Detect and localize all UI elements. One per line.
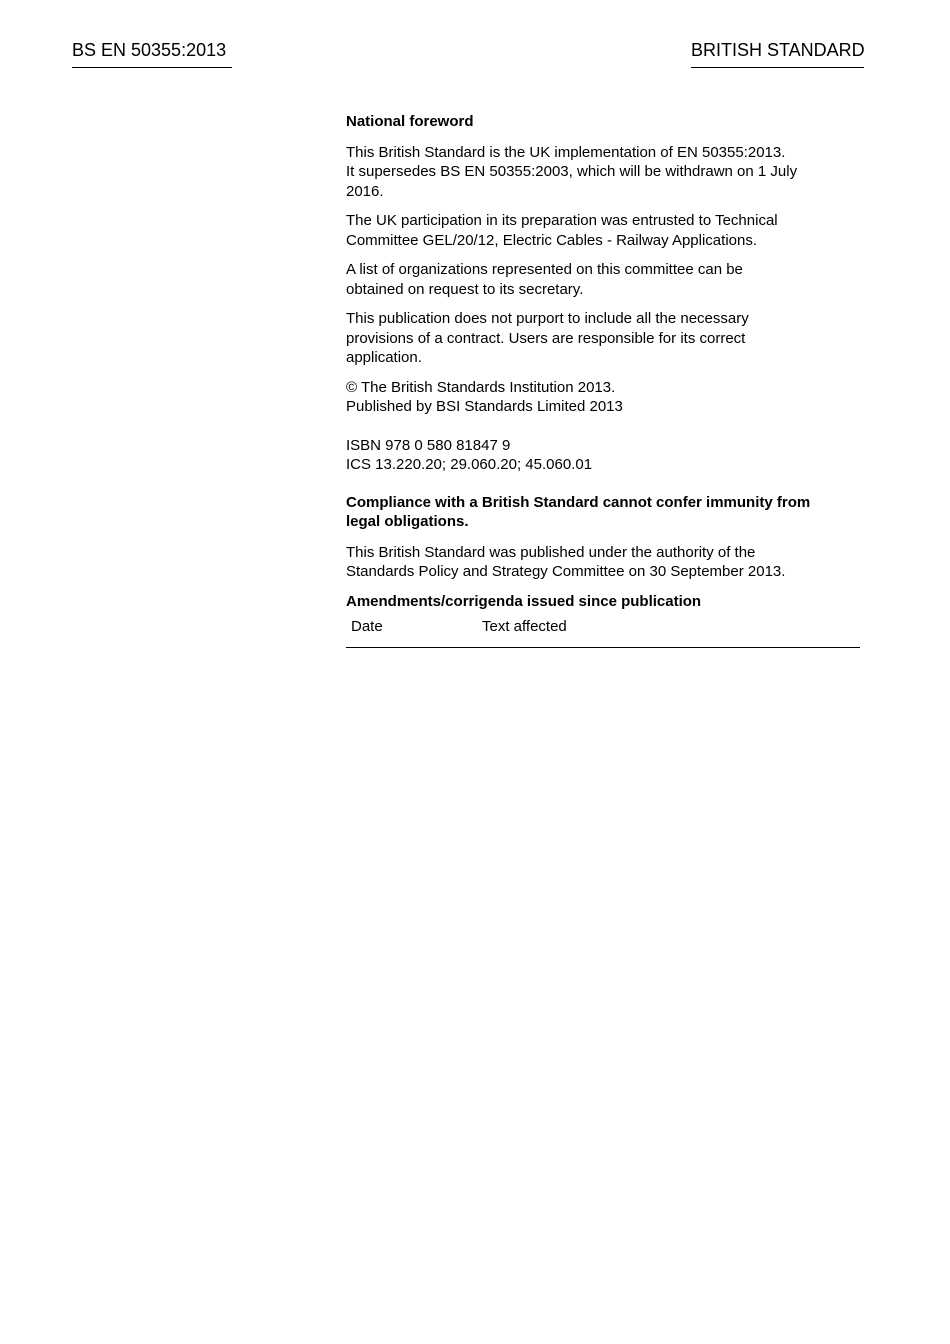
national-foreword-section — [346, 112, 860, 648]
publisher-notice: Published by BSI Standards Limited 2013 — [346, 398, 623, 415]
organizations-paragraph — [346, 260, 860, 299]
text-line: application. — [346, 349, 422, 366]
implementation-paragraph — [346, 143, 860, 202]
running-header-document-id: BS EN 50355:2013 — [72, 39, 232, 68]
copyright-notice: © The British Standards Institution 2013. — [346, 378, 616, 396]
contract-paragraph — [346, 309, 860, 368]
text-line: Compliance with a British Standard cannot confer immunity from — [346, 493, 811, 511]
text-line: The UK participation in its preparation was entrusted to Technical — [346, 212, 778, 229]
text-line: It supersedes BS EN 50355:2003, which will be withdrawn on 1 July — [346, 163, 798, 180]
participation-paragraph — [346, 211, 860, 250]
text-line: Standards Policy and Strategy Committee on 30 September 2013. — [346, 563, 786, 580]
text-line: legal obligations. — [346, 513, 469, 530]
text-line: A list of organizations represented on this committee can be — [346, 261, 743, 278]
amendments-title: Amendments/corrigenda issued since publication — [346, 592, 702, 610]
section-heading: National foreword — [346, 113, 474, 130]
amendments-table — [346, 617, 860, 648]
authority-paragraph — [346, 543, 860, 582]
identifiers-block — [346, 436, 860, 475]
copyright-block — [346, 378, 860, 417]
isbn: ISBN 978 0 580 81847 9 — [346, 436, 511, 454]
text-line: 2016. — [346, 182, 384, 200]
table-header-row — [346, 617, 860, 647]
ics-codes: ICS 13.220.20; 29.060.20; 45.060.01 — [346, 456, 593, 473]
text-line: obtained on request to its secretary. — [346, 280, 584, 298]
column-header-text-affected: Text affected — [477, 617, 860, 647]
compliance-notice — [346, 493, 860, 532]
text-line: This British Standard was published under the authority of the — [346, 543, 756, 561]
column-header-date: Date — [346, 617, 477, 647]
text-line: This British Standard is the UK implementation of EN 50355:2013. — [346, 143, 786, 161]
text-line: This publication does not purport to include all the necessary — [346, 310, 749, 327]
running-header-standard-type: BRITISH STANDARD — [691, 39, 864, 68]
text-line: provisions of a contract. Users are responsible for its correct — [346, 329, 746, 347]
text-line: Committee GEL/20/12, Electric Cables - Railway Applications. — [346, 231, 758, 249]
